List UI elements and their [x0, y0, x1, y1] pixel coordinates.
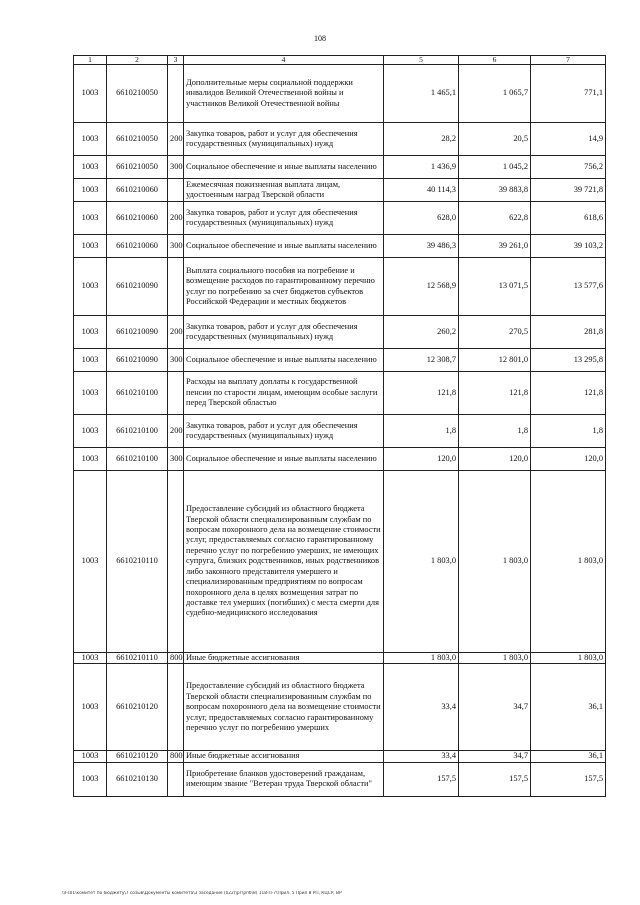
row-section-code: 1003: [74, 653, 107, 664]
row-amount-col7: 1,8: [531, 415, 606, 448]
column-number-6: 6: [459, 56, 531, 65]
row-expense-type: 200: [168, 316, 184, 349]
row-expense-type: 800: [168, 653, 184, 664]
row-amount-col5: 157,5: [384, 762, 459, 796]
row-amount-col7: 120,0: [531, 448, 606, 471]
table-row: [74, 471, 606, 653]
row-description: Выплата социального пособия на погребение и возмещение расходов по гарантированному перечню услуг по погребению за счет бюджетов субъектов Российской Федерации и местных бюджетов: [184, 258, 384, 316]
row-section-code: 1003: [74, 372, 107, 415]
column-number-row: [74, 56, 606, 65]
row-description: Закупка товаров, работ и услуг для обеспечения государственных (муниципальных) нужд: [184, 415, 384, 448]
row-target-code: 6610210050: [107, 65, 168, 123]
row-amount-col6: 20,5: [459, 123, 531, 156]
row-amount-col5: 1 465,1: [384, 65, 459, 123]
row-amount-col7: 771,1: [531, 65, 606, 123]
table-row: [74, 65, 606, 123]
row-section-code: 1003: [74, 448, 107, 471]
row-amount-col6: 1 065,7: [459, 65, 531, 123]
row-target-code: 6610210120: [107, 751, 168, 762]
row-target-code: 6610210050: [107, 156, 168, 179]
row-description: Закупка товаров, работ и услуг для обеспечения государственных (муниципальных) нужд: [184, 316, 384, 349]
row-target-code: 6610210120: [107, 664, 168, 751]
row-expense-type: [168, 372, 184, 415]
row-section-code: 1003: [74, 415, 107, 448]
row-section-code: 1003: [74, 316, 107, 349]
row-target-code: 6610210060: [107, 179, 168, 202]
column-number-4: 4: [184, 56, 384, 65]
row-amount-col5: 33,4: [384, 751, 459, 762]
row-description: Социальное обеспечение и иные выплаты населению: [184, 349, 384, 372]
row-expense-type: [168, 258, 184, 316]
table-row: [74, 372, 606, 415]
row-amount-col5: 40 114,3: [384, 179, 459, 202]
page-number: 108: [314, 34, 326, 43]
row-amount-col6: 121,8: [459, 372, 531, 415]
row-expense-type: 300: [168, 235, 184, 258]
row-target-code: 6610210100: [107, 448, 168, 471]
row-section-code: 1003: [74, 123, 107, 156]
row-amount-col7: 281,8: [531, 316, 606, 349]
row-amount-col7: 157,5: [531, 762, 606, 796]
table-row: [74, 664, 606, 751]
row-amount-col5: 1 436,9: [384, 156, 459, 179]
column-number-5: 5: [384, 56, 459, 65]
row-amount-col5: 1,8: [384, 415, 459, 448]
row-expense-type: 300: [168, 156, 184, 179]
row-target-code: 6610210090: [107, 349, 168, 372]
row-expense-type: 800: [168, 751, 184, 762]
row-section-code: 1003: [74, 471, 107, 653]
table-row: [74, 415, 606, 448]
row-expense-type: 300: [168, 448, 184, 471]
row-amount-col5: 28,2: [384, 123, 459, 156]
row-expense-type: [168, 179, 184, 202]
row-amount-col5: 1 803,0: [384, 471, 459, 653]
row-amount-col6: 39 261,0: [459, 235, 531, 258]
row-amount-col7: 13 577,6: [531, 258, 606, 316]
row-amount-col5: 628,0: [384, 202, 459, 235]
row-amount-col6: 34,7: [459, 751, 531, 762]
row-section-code: 1003: [74, 762, 107, 796]
table-row: [74, 123, 606, 156]
row-description: Ежемесячная пожизненная выплата лицам, удостоенным наград Тверской области: [184, 179, 384, 202]
budget-table: [73, 55, 606, 797]
row-description: Иные бюджетные ассигнования: [184, 653, 384, 664]
row-amount-col5: 260,2: [384, 316, 459, 349]
row-target-code: 6610210110: [107, 471, 168, 653]
row-section-code: 1003: [74, 258, 107, 316]
row-section-code: 1003: [74, 751, 107, 762]
row-description: Закупка товаров, работ и услуг для обеспечения государственных (муниципальных) нужд: [184, 202, 384, 235]
row-amount-col7: 618,6: [531, 202, 606, 235]
row-description: Предоставление субсидий из областного бюджета Тверской области специализированным службам по вопросам похоронного дела на возмещение стоимости услуг, предоставляемых согласно гарантированному перечню услуг по погребению умерших: [184, 664, 384, 751]
row-amount-col7: 121,8: [531, 372, 606, 415]
row-amount-col5: 120,0: [384, 448, 459, 471]
row-description: Иные бюджетные ассигнования: [184, 751, 384, 762]
row-amount-col7: 1 803,0: [531, 471, 606, 653]
row-expense-type: 200: [168, 202, 184, 235]
row-amount-col7: 39 103,2: [531, 235, 606, 258]
row-section-code: 1003: [74, 202, 107, 235]
row-amount-col6: 13 071,5: [459, 258, 531, 316]
row-description: Расходы на выплату доплаты к государственной пенсии по старости лицам, имеющим особые заслуги перед Тверской областью: [184, 372, 384, 415]
row-amount-col6: 12 801,0: [459, 349, 531, 372]
column-number-1: 1: [74, 56, 107, 65]
table-row: [74, 349, 606, 372]
row-section-code: 1003: [74, 65, 107, 123]
column-number-3: 3: [168, 56, 184, 65]
row-amount-col6: 1 803,0: [459, 471, 531, 653]
table-row: [74, 235, 606, 258]
column-number-7: 7: [531, 56, 606, 65]
column-number-2: 2: [107, 56, 168, 65]
table-row: [74, 653, 606, 664]
row-amount-col6: 1 045,2: [459, 156, 531, 179]
row-target-code: 6610210100: [107, 415, 168, 448]
row-amount-col6: 1,8: [459, 415, 531, 448]
row-amount-col7: 14,9: [531, 123, 606, 156]
table-row: [74, 202, 606, 235]
row-amount-col7: 36,1: [531, 751, 606, 762]
row-amount-col5: 33,4: [384, 664, 459, 751]
row-description: Дополнительные меры социальной поддержки инвалидов Великой Отечественной войны и участников Великой Отечественной войны: [184, 65, 384, 123]
row-amount-col6: 157,5: [459, 762, 531, 796]
row-expense-type: [168, 65, 184, 123]
row-target-code: 6610210130: [107, 762, 168, 796]
row-amount-col5: 12 568,9: [384, 258, 459, 316]
table-row: [74, 156, 606, 179]
row-description: Социальное обеспечение и иные выплаты населению: [184, 235, 384, 258]
row-amount-col5: 121,8: [384, 372, 459, 415]
row-amount-col7: 13 295,8: [531, 349, 606, 372]
row-section-code: 1003: [74, 349, 107, 372]
row-expense-type: [168, 664, 184, 751]
table-row: [74, 179, 606, 202]
row-expense-type: [168, 471, 184, 653]
file-path-footer: \\Fs01\комитет по бюджету\7 созыв\Документы комитета\3 заседание (022)\рг\рпб\8) 118-П-7\Прил. 5 Прил 8 РП, КЦСР, ВР: [62, 891, 342, 896]
row-amount-col6: 39 883,8: [459, 179, 531, 202]
row-target-code: 6610210090: [107, 316, 168, 349]
table-row: [74, 751, 606, 762]
row-amount-col6: 120,0: [459, 448, 531, 471]
table-row: [74, 316, 606, 349]
row-section-code: 1003: [74, 664, 107, 751]
table-body: [74, 56, 606, 797]
row-section-code: 1003: [74, 179, 107, 202]
row-amount-col7: 36,1: [531, 664, 606, 751]
row-amount-col6: 34,7: [459, 664, 531, 751]
row-expense-type: 200: [168, 415, 184, 448]
row-section-code: 1003: [74, 156, 107, 179]
row-target-code: 6610210060: [107, 202, 168, 235]
table-row: [74, 762, 606, 796]
row-amount-col5: 39 486,3: [384, 235, 459, 258]
row-amount-col6: 270,5: [459, 316, 531, 349]
row-description: Предоставление субсидий из областного бюджета Тверской области специализированным службам по вопросам похоронного дела на возмещение стоимости услуг, предоставляемых согласно гарантированному перечню услуг по погребению умерших, не имеющих супруга, близких родственников, иных родственников либо законного представителя умершего и специализированным предприятиям по вопросам похоронного дела в целях возмещения затрат по доставке тел умерших (погибших) с места смерти для судебно-медицинского исследования: [184, 471, 384, 653]
row-amount-col7: 756,2: [531, 156, 606, 179]
row-amount-col6: 622,8: [459, 202, 531, 235]
row-description: Приобретение бланков удостоверений гражданам, имеющим звание "Ветеран труда Тверской области": [184, 762, 384, 796]
row-section-code: 1003: [74, 235, 107, 258]
row-amount-col7: 39 721,8: [531, 179, 606, 202]
row-target-code: 6610210090: [107, 258, 168, 316]
row-amount-col6: 1 803,0: [459, 653, 531, 664]
row-amount-col7: 1 803,0: [531, 653, 606, 664]
row-description: Социальное обеспечение и иные выплаты населению: [184, 448, 384, 471]
row-amount-col5: 1 803,0: [384, 653, 459, 664]
row-target-code: 6610210050: [107, 123, 168, 156]
row-target-code: 6610210110: [107, 653, 168, 664]
row-amount-col5: 12 308,7: [384, 349, 459, 372]
row-target-code: 6610210060: [107, 235, 168, 258]
row-description: Социальное обеспечение и иные выплаты населению: [184, 156, 384, 179]
row-expense-type: 300: [168, 349, 184, 372]
table-row: [74, 448, 606, 471]
row-target-code: 6610210100: [107, 372, 168, 415]
row-description: Закупка товаров, работ и услуг для обеспечения государственных (муниципальных) нужд: [184, 123, 384, 156]
row-expense-type: 200: [168, 123, 184, 156]
row-expense-type: [168, 762, 184, 796]
table-row: [74, 258, 606, 316]
